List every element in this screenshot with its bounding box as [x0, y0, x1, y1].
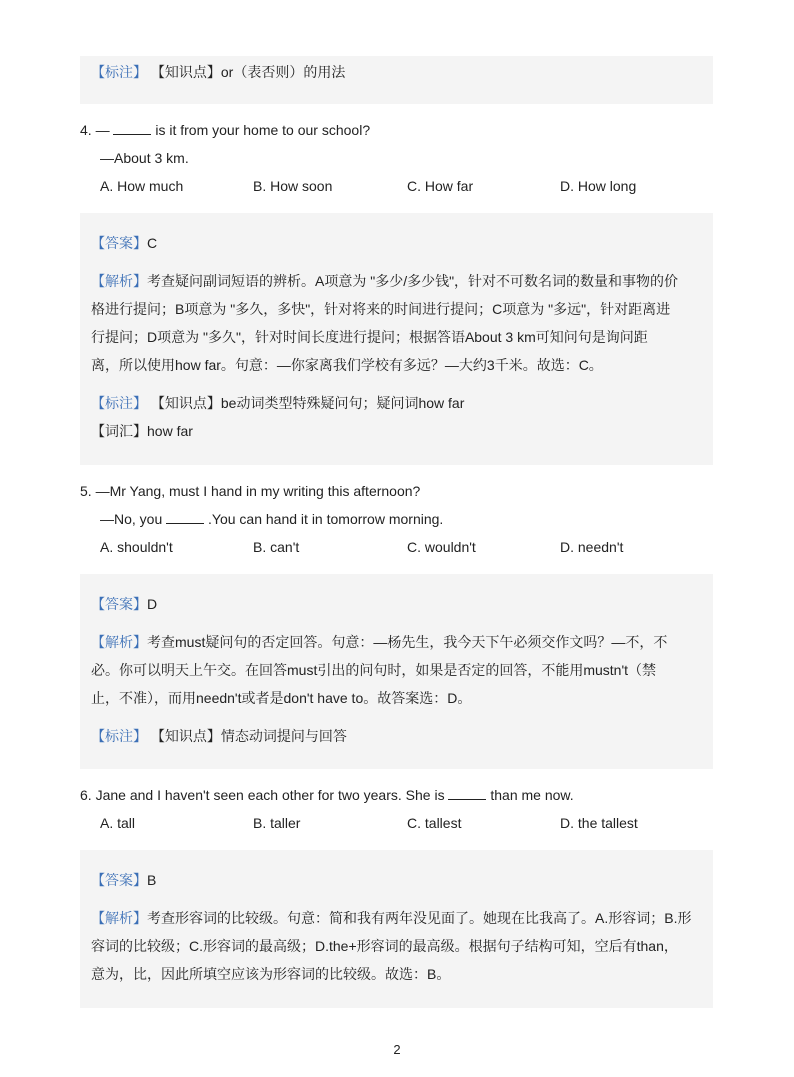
- q6-answer-value: B: [147, 872, 157, 888]
- q4-number: 4.: [80, 122, 92, 138]
- top-note-box: [80, 56, 713, 104]
- q4-reply: —About 3 km.: [100, 150, 189, 166]
- q4-analysis-2: 格进行提问；B项意为 "多久，多快"，针对将来的时间进行提问；C项意为 "多远"，针对距离进: [91, 301, 671, 317]
- q6-option-a: A. tall: [100, 815, 136, 831]
- q6-blank: [448, 785, 486, 800]
- q6-number: 6.: [80, 787, 92, 803]
- q4-answer-box: [80, 213, 713, 465]
- q5-blank: [166, 509, 204, 524]
- q4-answer-value: C: [147, 235, 158, 251]
- q5-reply: [100, 509, 443, 529]
- q6-option-b: B. taller: [253, 815, 301, 831]
- q4-analysis-text-1: 考查疑问副词短语的辨析。A项意为 "多少/多少钱"，针对不可数名词的数量和事物的价: [147, 273, 679, 289]
- q5-stem-text: —Mr Yang, must I hand in my writing this afternoon?: [95, 483, 421, 499]
- q4-note: [91, 393, 464, 413]
- q4-option-a: A. How much: [100, 178, 184, 194]
- q4-option-b: B. How soon: [253, 178, 333, 194]
- q4-stem-post: is it from your home to our school?: [151, 122, 371, 138]
- answer-tag: 【答案】: [91, 596, 147, 612]
- q5-reply-post: .You can hand it in tomorrow morning.: [204, 511, 444, 527]
- q5-answer-box: [80, 574, 713, 769]
- q5-reply-pre: —No, you: [100, 511, 167, 527]
- q6-answer: [91, 870, 156, 890]
- q6-stem: [80, 785, 574, 805]
- analysis-tag: 【解析】: [91, 634, 147, 650]
- q5-option-d: D. needn't: [560, 539, 624, 555]
- q5-answer: [91, 594, 157, 614]
- q6-analysis-1: [91, 908, 691, 928]
- q5-analysis-2: 必。你可以明天上午交。在回答must引出的问句时，如果是否定的回答，不能用mustn't（禁: [91, 662, 657, 678]
- q4-blank: [113, 120, 151, 135]
- q5-option-c: C. wouldn't: [407, 539, 476, 555]
- analysis-tag: 【解析】: [91, 273, 147, 289]
- note-tag: 【标注】: [91, 728, 147, 744]
- q5-number: 5.: [80, 483, 92, 499]
- answer-tag: 【答案】: [91, 872, 147, 888]
- q4-note-text: 【知识点】be动词类型特殊疑问句；疑问词how far: [150, 395, 465, 411]
- q6-analysis-2: 容词的比较级；C.形容词的最高级；D.the+形容词的最高级。根据句子结构可知，空后有than，: [91, 938, 678, 954]
- q6-analysis-text-1: 考查形容词的比较级。句意：简和我有两年没见面了。她现在比我高了。A.形容词；B.形: [147, 910, 692, 926]
- q5-stem: [80, 481, 420, 501]
- note-tag: 【标注】: [91, 395, 147, 411]
- q4-stem-pre: —: [95, 122, 114, 138]
- q5-answer-value: D: [147, 596, 158, 612]
- q4-option-c: C. How far: [407, 178, 474, 194]
- q5-option-a: A. shouldn't: [100, 539, 173, 555]
- note-line: [91, 62, 345, 82]
- q4-analysis-1: [91, 271, 678, 291]
- analysis-tag: 【解析】: [91, 910, 147, 926]
- q4-option-d: D. How long: [560, 178, 637, 194]
- q4-answer: [91, 233, 157, 253]
- q6-stem-post: than me now.: [486, 787, 574, 803]
- q6-option-c: C. tallest: [407, 815, 462, 831]
- q5-analysis-text-1: 考查must疑问句的否定回答。句意：—杨先生，我今天下午必须交作文吗？—不，不: [147, 634, 668, 650]
- q6-analysis-3: 意为，比，因此所填空应该为形容词的比较级。故选：B。: [91, 966, 451, 982]
- q5-analysis-1: [91, 632, 667, 652]
- q4-analysis-3: 行提问；D项意为 "多久"，针对时间长度进行提问；根据答语About 3 km可知问句是询问距: [91, 329, 648, 345]
- q5-note: [91, 726, 347, 746]
- q5-note-text: 【知识点】情态动词提问与回答: [150, 728, 347, 744]
- q6-option-d: D. the tallest: [560, 815, 638, 831]
- q6-stem-pre: Jane and I haven't seen each other for two years. She is: [95, 787, 449, 803]
- q6-answer-box: [80, 850, 713, 1008]
- q5-analysis-3: 止，不准），而用needn't或者是don't have to。故答案选：D。: [91, 690, 472, 706]
- page-number: 2: [393, 1042, 401, 1057]
- answer-tag: 【答案】: [91, 235, 147, 251]
- vocab-tag: 【词汇】: [91, 423, 147, 439]
- note-tag: 【标注】: [91, 64, 147, 80]
- q4-vocab: [91, 421, 193, 441]
- q4-analysis-4: 离，所以使用how far。句意：—你家离我们学校有多远？—大约3千米。故选：C。: [91, 357, 603, 373]
- q4-stem: [80, 120, 370, 140]
- note-text: 【知识点】or（表否则）的用法: [150, 64, 346, 80]
- q5-option-b: B. can't: [253, 539, 300, 555]
- q4-vocab-text: how far: [147, 423, 193, 439]
